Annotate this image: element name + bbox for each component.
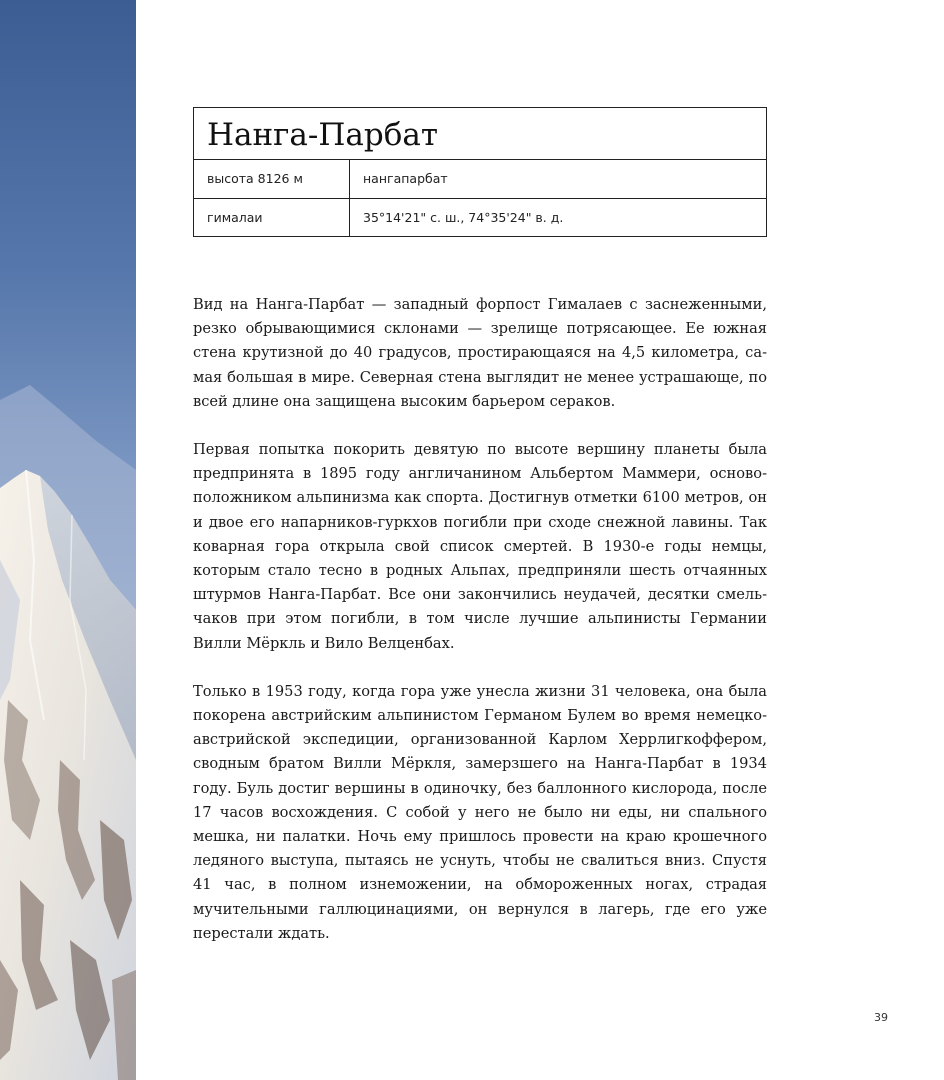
info-row-height <box>194 160 766 198</box>
range-label: гималаи <box>194 199 350 236</box>
mountain-photo <box>0 0 136 1080</box>
coordinates: 35°14'21" с. ш., 74°35'24" в. д. <box>363 210 564 225</box>
page-number: 39 <box>874 1011 888 1024</box>
article-body <box>193 293 767 970</box>
paragraph-2: Первая попытка покорить девятую по высоте вершину планеты была предпринята в 1895 году англичанином Альбертом Маммери, основоположником альпинизма как спорта. Достигнув отметки 6100 метров, он и двое его напарников-гуркхов погибли при сходе снежной лавины. Так коварная гора открыла свой список смертей. В 1930-е годы немцы, которым стало тесно в родных Альпах, предприняли шесть отчаянных штурмов Нанга-Парбат. Все они закончились неудачей, десятки смельчаков при этом погибли, в том числе лучшие альпинисты Германии Вилли Мёркль и Вило Велценбах. <box>193 441 767 652</box>
paragraph-1: Вид на Нанга-Парбат — западный форпост Гималаев с заснеженными, резко обрывающимися склонами — зрелище потрясающее. Ее южная стена крутизной до 40 градусов, простирающаяся на 4,5 километра, самая большая в мире. Северная стена выглядит не менее устрашающе, по всей длине она защищена высоким барьером сераков. <box>193 296 767 410</box>
local-name: нангапарбат <box>363 171 448 186</box>
page-title: Нанга-Парбат <box>194 108 766 160</box>
mountain-photo-graphic <box>0 0 136 1080</box>
peak-info-table <box>193 107 767 237</box>
paragraph-3: Только в 1953 году, когда гора уже унесла жизни 31 человека, она была покорена австрийским альпинистом Германом Булем во время немецко-австрийской экспедиции, организованной Карлом Херрлигкоффером, сводным братом Вилли Мёркля, замерзшего на Нанга-Парбат в 1934 году. Буль достиг вершины в одиночку, без баллонного кислорода, после 17 часов восхождения. С собой у него не было ни еды, ни спального мешка, ни палатки. Ночь ему пришлось провести на краю крошечного ледяного выступа, пытаясь не уснуть, чтобы не свалиться вниз. Спустя 41 час, в полном изнеможении, на обмороженных ногах, страдая мучительными галлюцинациями, он вернулся в лагерь, где его уже перестали ждать. <box>193 682 767 942</box>
height-label: высота 8126 м <box>194 160 350 198</box>
info-row-location <box>194 198 766 236</box>
